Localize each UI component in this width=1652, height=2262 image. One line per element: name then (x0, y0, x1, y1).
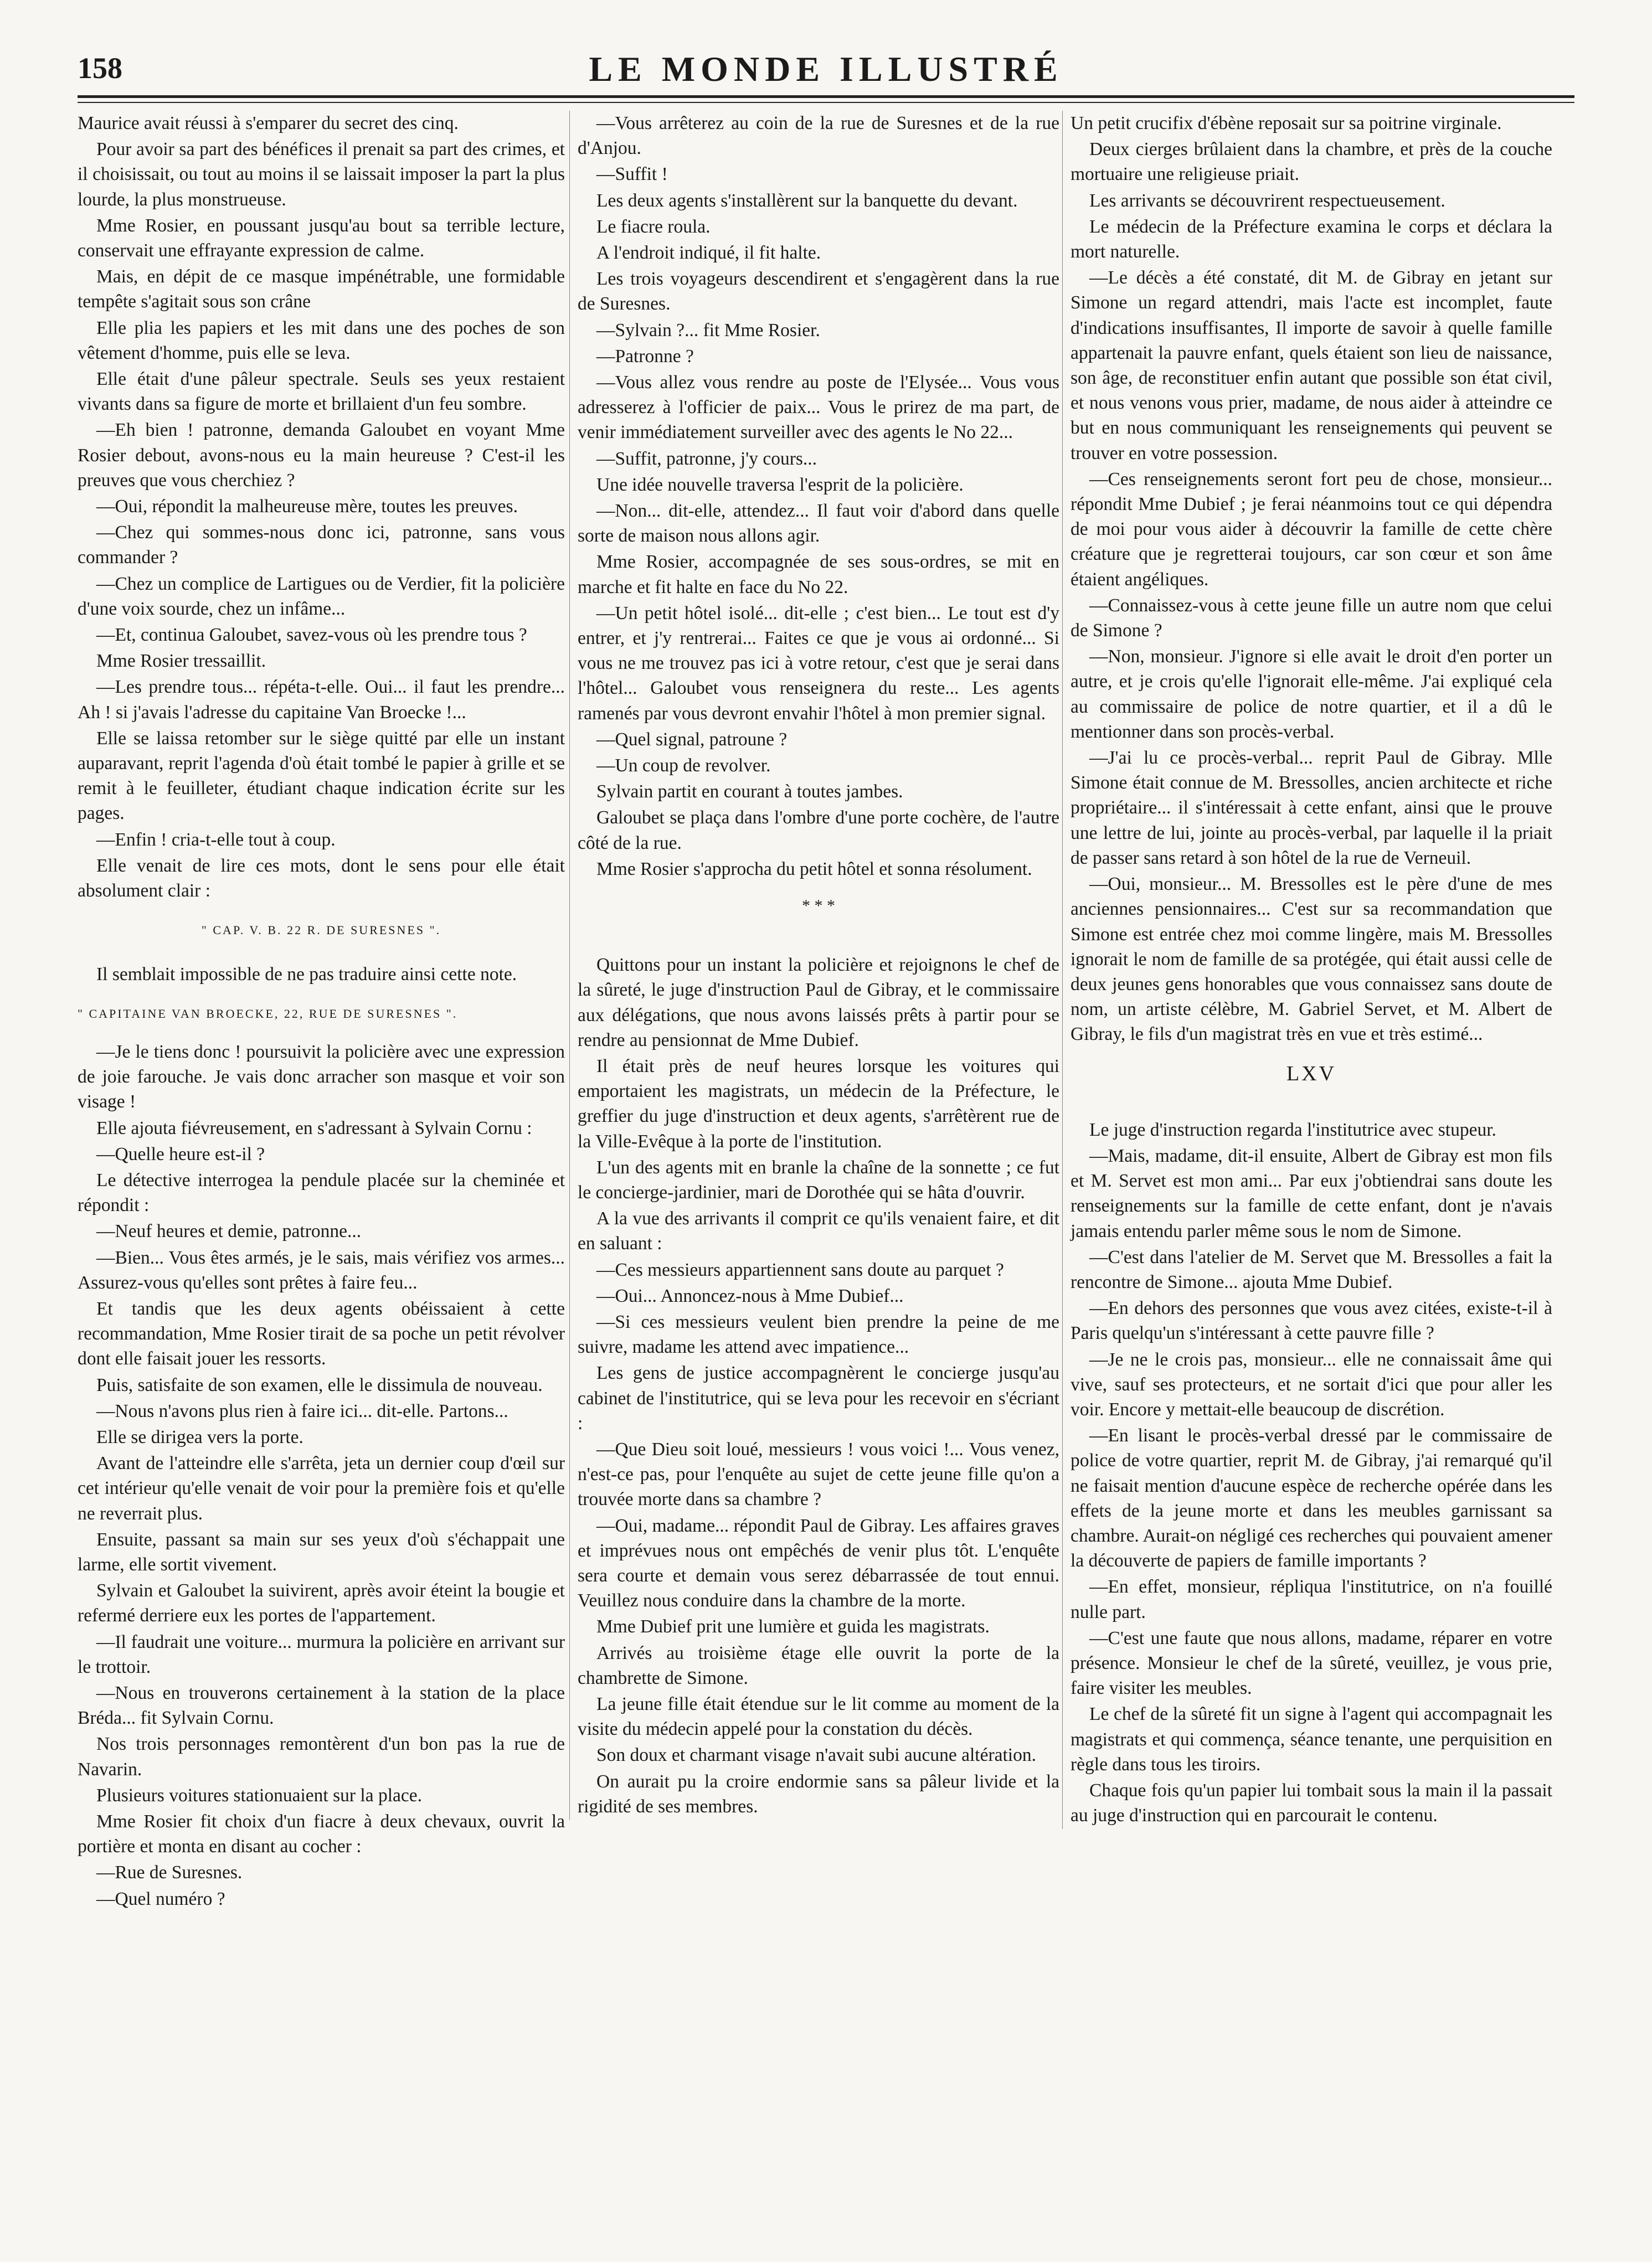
paragraph: —C'est dans l'atelier de M. Servet que M. Bressolles a fait la rencontre de Simone... ajouta Mme Dubief. (1071, 1246, 1552, 1292)
paragraph: —Rue de Suresnes. (96, 1862, 243, 1883)
paragraph: —Eh bien ! patronne, demanda Galoubet en voyant Mme Rosier debout, avons-nous eu la main heureuse ? C'est-il les preuves que vous cherchiez ? (78, 420, 565, 491)
paragraph: —Ces messieurs appartiennent sans doute au parquet ? (596, 1259, 1004, 1280)
paragraph: On aurait pu la croire endormie sans sa pâleur livide et la rigidité de ses membres. (578, 1771, 1059, 1817)
paragraph: Mme Rosier fit choix d'un fiacre à deux chevaux, ouvrit la portière et monta en disant au cocher : (78, 1811, 565, 1857)
paragraph: —Quel signal, patroune ? (596, 729, 788, 750)
paragraph: —Les prendre tous... répéta-t-elle. Oui... il faut les prendre... Ah ! si j'avais l'adresse du capitaine Van Broecke !... (78, 677, 565, 723)
paragraph: La jeune fille était étendue sur le lit comme au moment de la visite du médecin appelé pour la constation du décès. (578, 1693, 1059, 1740)
paragraph: —Mais, madame, dit-il ensuite, Albert de Gibray est mon fils et M. Servet est mon ami... Par eux j'obtiendrai sans doute les renseignements sur la famille de cette enfant, dont je n'avais jamais entendu parler même sous le nom de Simone. (1071, 1145, 1552, 1241)
header-rule (78, 95, 1574, 98)
page-number: 158 (78, 51, 122, 85)
paragraph: Pour avoir sa part des bénéfices il prenait sa part des crimes, et il choisissait, ou tout au moins il se laissait imposer la part la plus lourde, la plus monstrueuse. (78, 139, 565, 210)
paragraph: Mme Rosier, en poussant jusqu'au bout sa terrible lecture, conservait une effrayante expression de calme. (78, 215, 565, 261)
paragraph: Le médecin de la Préfecture examina le corps et déclara la mort naturelle. (1071, 216, 1552, 262)
paragraph: —Oui, madame... répondit Paul de Gibray. Les affaires graves et imprévues nous ont empêchés de venir plus tôt. L'enquête sera courte et demain vous serez débarrassée de tout ennui. Veuillez nous conduire dans la chambre de la morte. (578, 1515, 1059, 1611)
paragraph: Les gens de justice accompagnèrent le concierge jusqu'au cabinet de l'institutrice, qui se leva pour les recevoir en s'écriant : (578, 1363, 1059, 1434)
paragraph: —Suffit ! (596, 164, 668, 185)
paragraph: —Non... dit-elle, attendez... Il faut voir d'abord dans quelle sorte de maison nous allons agir. (578, 501, 1059, 547)
running-title: LE MONDE ILLUSTRÉ (589, 49, 1063, 89)
paragraph: Le détective interrogea la pendule placée sur la cheminée et répondit : (78, 1169, 565, 1216)
paragraph: Mme Rosier s'approcha du petit hôtel et sonna résolument. (596, 858, 1032, 879)
paragraph: —Non, monsieur. J'ignore si elle avait le droit d'en porter un autre, et je crois qu'elle l'ignorait elle-même. J'ai expliqué cela au commissaire de police de notre quartier, et il a dû le mentionner dans son procès-verbal. (1071, 646, 1552, 742)
paragraph: —En lisant le procès-verbal dressé par le commissaire de police de votre quartier, reprit M. de Gibray, j'ai remarqué qu'il ne faisait mention d'aucune espèce de recherche opérée dans les effets de la jeune morte et dans les meubles garnissant sa chambre. Aurait-on négligé ces recherches qui pouvaient amener la découverte de papiers de famille importants ? (1071, 1425, 1552, 1571)
paragraph: Son doux et charmant visage n'avait subi aucune altération. (596, 1745, 1036, 1766)
paragraph: Avant de l'atteindre elle s'arrêta, jeta un dernier coup d'œil sur cet intérieur qu'elle venait de voir pour la première fois et qu'elle ne reverrait plus. (78, 1453, 565, 1524)
paragraph: Sylvain partit en courant à toutes jambes. (596, 781, 903, 802)
paragraph: Le chef de la sûreté fit un signe à l'agent qui accompagnait les magistrats et qui commença, séance tenante, une perquisition en règle dans tous les tiroirs. (1071, 1704, 1552, 1775)
paragraph: Il semblait impossible de ne pas traduire ainsi cette note. (96, 963, 517, 985)
text-column-2 (569, 111, 1059, 1820)
paragraph: —Enfin ! cria-t-elle tout à coup. (96, 829, 336, 850)
paragraph: Une idée nouvelle traversa l'esprit de la policière. (596, 474, 964, 495)
paragraph: Elle plia les papiers et les mit dans une des poches de son vêtement d'homme, puis elle se leva. (78, 317, 565, 363)
paragraph: Elle ajouta fiévreusement, en s'adressant à Sylvain Cornu : (96, 1117, 532, 1138)
paragraph: —Patronne ? (596, 346, 694, 367)
paragraph: Elle venait de lire ces mots, dont le sens pour elle était absolument clair : (78, 855, 565, 901)
paragraph: —Un petit hôtel isolé... dit-elle ; c'est bien... Le tout est d'y entrer, et j'y rentrerai... Faites ce que je vous ai ordonné... Si vous ne me trouvez pas ici à votre retour, c'est que je serai dans l'hôtel... Galoubet vous renseignera du reste... Les agents ramenés par vous devront envahir l'hôtel à mon premier signal. (578, 602, 1059, 724)
paragraph: —Neuf heures et demie, patronne... (96, 1221, 362, 1242)
paragraph: —Vous arrêterez au coin de la rue de Suresnes et de la rue d'Anjou. (578, 113, 1059, 159)
paragraph: Le juge d'instruction regarda l'institutrice avec stupeur. (1089, 1119, 1496, 1140)
paragraph: Galoubet se plaça dans l'ombre d'une porte cochère, de l'autre côté de la rue. (578, 807, 1059, 853)
paragraph: Sylvain et Galoubet la suivirent, après avoir éteint la bougie et refermé derriere eux les portes de l'appartement. (78, 1580, 565, 1626)
paragraph: Et tandis que les deux agents obéissaient à cette recommandation, Mme Rosier tirait de sa poche un petit révolver dont elle faisait jouer les ressorts. (78, 1298, 565, 1369)
paragraph: Mme Dubief prit une lumière et guida les magistrats. (596, 1616, 990, 1637)
paragraph: —Nous n'avons plus rien à faire ici... dit-elle. Partons... (96, 1400, 508, 1421)
paragraph: —Oui... Annoncez-nous à Mme Dubief... (596, 1285, 904, 1306)
paragraph: —Sylvain ?... fit Mme Rosier. (596, 320, 820, 341)
paragraph: —C'est une faute que nous allons, madame, réparer en votre présence. Monsieur le chef de la sûreté, veuillez, je vous prie, faire visiter les meubles. (1071, 1627, 1552, 1699)
paragraph: —Le décès a été constaté, dit M. de Gibray en jetant sur Simone un regard attendri, mais l'acte est incomplet, faute d'indications insuffisantes, Il importe de savoir à quelle famille appartenait la pauvre enfant, quels étaient son lieu de naissance, son âge, de reconstituer enfin autant que possible son état civil, et nous venons vous prier, madame, de nous aider à atteindre ce but en nous communiquant les renseignements qui peuvent se trouver en votre possession. (1071, 267, 1552, 463)
decoded-note: " CAPITAINE VAN BROECKE, 22, RUE DE SURESNES ". (78, 1006, 458, 1021)
paragraph: —En effet, monsieur, répliqua l'institutrice, on n'a fouillé nulle part. (1071, 1576, 1552, 1622)
paragraph: —Je le tiens donc ! poursuivit la policière avec une expression de joie farouche. Je vais donc arracher son masque et voir son visage ! (78, 1041, 565, 1112)
paragraph: L'un des agents mit en branle la chaîne de la sonnette ; ce fut le concierge-jardinier, mari de Dorothée qui se hâta d'ouvrir. (578, 1157, 1059, 1203)
paragraph: Maurice avait réussi à s'emparer du secret des cinq. (78, 113, 459, 133)
paragraph: Arrivés au troisième étage elle ouvrit la porte de la chambrette de Simone. (578, 1642, 1059, 1688)
paragraph: —Et, continua Galoubet, savez-vous où les prendre tous ? (96, 625, 527, 646)
paragraph: —Suffit, patronne, j'y cours... (596, 448, 817, 469)
paragraph: —Que Dieu soit loué, messieurs ! vous voici !... Vous venez, n'est-ce pas, pour l'enquête au sujet de cette jeune fille qu'on a trouvée morte dans sa chambre ? (578, 1439, 1059, 1510)
paragraph: —Je ne le crois pas, monsieur... elle ne connaissait âme qui vive, sauf ses protecteurs, et ne sortait d'ici que pour aller les voir. Encore y mettait-elle beaucoup de discrétion. (1071, 1349, 1552, 1420)
paragraph: —Quel numéro ? (96, 1888, 225, 1909)
paragraph: —Chez qui sommes-nous donc ici, patronne, sans vous commander ? (78, 522, 565, 568)
paragraph: Un petit crucifix d'ébène reposait sur sa poitrine virginale. (1071, 113, 1502, 133)
paragraph: A la vue des arrivants il comprit ce qu'ils venaient faire, et dit en saluant : (578, 1208, 1059, 1254)
paragraph: Les deux agents s'installèrent sur la banquette du devant. (596, 190, 1018, 211)
paragraph: —J'ai lu ce procès-verbal... reprit Paul de Gibray. Mlle Simone était connue de M. Bressolles, ancien architecte et riche propriétaire... il s'intéressait à cette enfant, ainsi que le prouve une lettre de lui, jointe au procès-verbal, par laquelle il la priait de passer sans retard à son hôtel de la rue de Verneuil. (1071, 748, 1552, 868)
paragraph: Elle se laissa retomber sur le siège quitté par elle un instant auparavant, reprit l'agenda d'où était tombé le papier à grille et se remit à le feuilleter, étudiant chaque indication écrite sur les pages. (78, 728, 565, 824)
paragraph: A l'endroit indiqué, il fit halte. (596, 243, 821, 264)
paragraph: —Connaissez-vous à cette jeune fille un autre nom que celui de Simone ? (1071, 595, 1552, 641)
paragraph: —Il faudrait une voiture... murmura la policière en arrivant sur le trottoir. (78, 1631, 565, 1677)
header-rule-thin (78, 102, 1574, 103)
paragraph: Mais, en dépit de ce masque impénétrable, une formidable tempête s'agitait sous son crâne (78, 266, 565, 312)
paragraph: Quittons pour un instant la policière et rejoignons le chef de la sûreté, le juge d'instruction Paul de Gibray, et le commissaire aux délégations, que nous avons laissés prêts à partir pour se rendre au pensionnat de Mme Dubief. (578, 955, 1059, 1050)
paragraph: Nos trois personnages remontèrent d'un bon pas la rue de Navarin. (78, 1734, 565, 1780)
paragraph: Elle se dirigea vers la porte. (96, 1426, 303, 1447)
paragraph: —Bien... Vous êtes armés, je le sais, mais vérifiez vos armes... Assurez-vous qu'elles sont prêtes à faire feu... (78, 1247, 565, 1293)
paragraph: —Un coup de revolver. (596, 755, 771, 776)
page-header (78, 44, 1574, 94)
paragraph: —En dehors des personnes que vous avez citées, existe-t-il à Paris quelqu'un s'intéressant à cette pauvre fille ? (1071, 1298, 1552, 1344)
paragraph: Elle était d'une pâleur spectrale. Seuls ses yeux restaient vivants dans sa figure de morte et brillaient d'un feu sombre. (78, 369, 565, 415)
paragraph: Mme Rosier, accompagnée de ses sous-ordres, se mit en marche et fit halte en face du No 22. (578, 552, 1059, 597)
text-column-3 (1062, 111, 1552, 1829)
paragraph: Mme Rosier tressaillit. (96, 651, 266, 672)
paragraph: —Oui, monsieur... M. Bressolles est le père d'une de mes anciennes pensionnaires... C'est sur sa recommandation que Simone est entrée chez moi comme lingère, mais M. Bressolles ignorait le nom de famille de sa protégée, qui était aussi celle de deux jeunes gens honorables que vous connaissez sans doute de nom, un artiste célèbre, M. Gabriel Servet, et M. Albert de Gibray, le fils d'un magistrat très en vue et très estimé... (1071, 874, 1552, 1045)
text-column-1 (78, 111, 565, 1913)
paragraph: —Nous en trouverons certainement à la station de la place Bréda... fit Sylvain Cornu. (78, 1682, 565, 1729)
encoded-note: " CAP. V. B. 22 R. DE SURESNES ". (201, 923, 441, 937)
paragraph: —Si ces messieurs veulent bien prendre la peine de me suivre, madame les attend avec impatience... (578, 1311, 1059, 1358)
paragraph: —Oui, répondit la malheureuse mère, toutes les preuves. (96, 496, 518, 517)
paragraph: —Chez un complice de Lartigues ou de Verdier, fit la policière d'une voix sourde, chez un infâme... (78, 573, 565, 619)
paragraph: Les trois voyageurs descendirent et s'engagèrent dans la rue de Suresnes. (578, 269, 1059, 315)
paragraph: Ensuite, passant sa main sur ses yeux d'où s'échappait une larme, elle sortit vivement. (78, 1529, 565, 1575)
paragraph: Chaque fois qu'un papier lui tombait sous la main il la passait au juge d'instruction qui en parcourait le contenu. (1071, 1780, 1552, 1826)
section-asterism: * * * (802, 896, 835, 915)
paragraph: Les arrivants se découvrirent respectueusement. (1089, 190, 1445, 211)
chapter-heading: LXV (1286, 1062, 1337, 1085)
paragraph: —Quelle heure est-il ? (96, 1143, 265, 1165)
paragraph: Le fiacre roula. (596, 216, 711, 237)
paragraph: Plusieurs voitures stationuaient sur la place. (96, 1785, 422, 1806)
paragraph: —Ces renseignements seront fort peu de chose, monsieur... répondit Mme Dubief ; je ferai néanmoins tout ce qui dépendra de moi pour vous aider à découvrir la famille de cette chère créature que je regretterai toujours, car son cœur et son âme étaient angéliques. (1071, 468, 1552, 590)
paragraph: Il était près de neuf heures lorsque les voitures qui emportaient les magistrats, un médecin de la Préfecture, le greffier du juge d'instruction et deux agents, s'arrêtèrent rue de la Ville-Evêque à la porte de l'institution. (578, 1055, 1059, 1152)
paragraph: —Vous allez vous rendre au poste de l'Elysée... Vous vous adresserez à l'officier de paix... Vous le prirez de ma part, de venir immédiatement surveiller avec des agents le No 22... (578, 372, 1059, 443)
paragraph: Puis, satisfaite de son examen, elle le dissimula de nouveau. (96, 1374, 543, 1395)
paragraph: Deux cierges brûlaient dans la chambre, et près de la couche mortuaire une religieuse priait. (1071, 139, 1552, 185)
